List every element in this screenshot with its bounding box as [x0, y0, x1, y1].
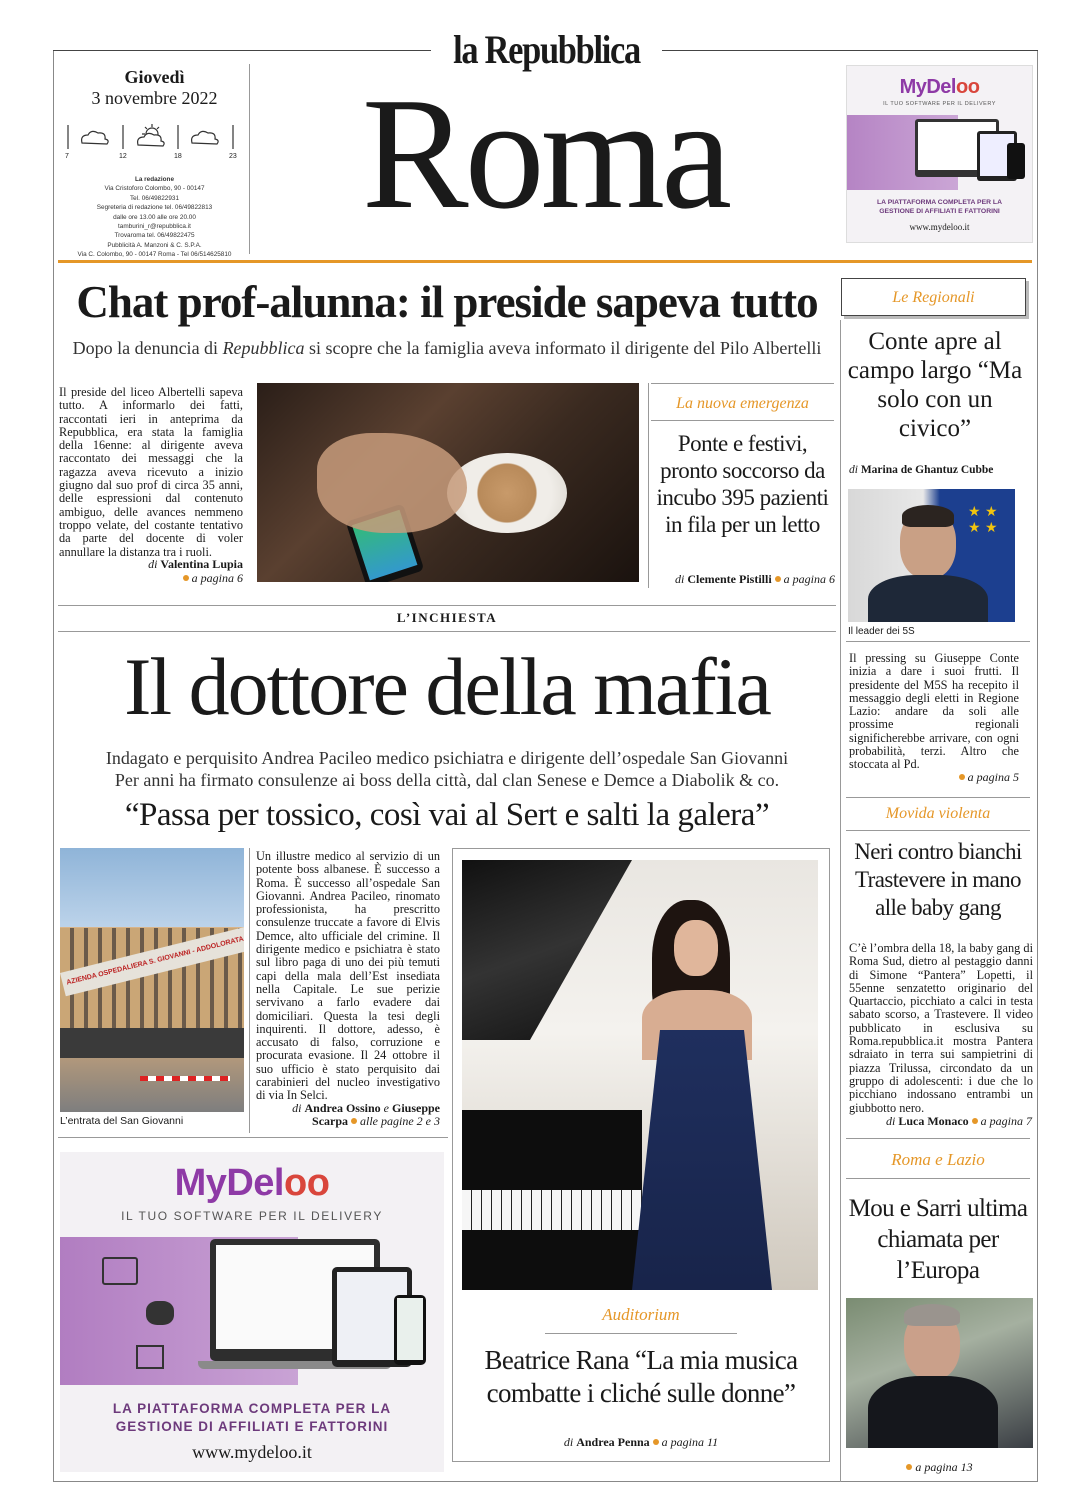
emergency-rule: [651, 383, 834, 384]
pianist-face: [674, 920, 718, 976]
hour-18: 18: [174, 153, 182, 160]
hour-7: 7: [65, 153, 69, 160]
ad-bottom-tagline: IL TUO SOFTWARE PER IL DELIVERY: [121, 1209, 383, 1223]
divider: [249, 848, 250, 1133]
ad-top-logo: MyDeloo: [899, 76, 980, 98]
lead-sub-italic: Repubblica: [222, 338, 305, 358]
right-col-divider: [840, 320, 841, 1482]
redazione-line: Tel. 06/49822931: [129, 194, 180, 202]
emergency-page: a pagina 6: [783, 572, 835, 586]
eu-stars: ★ ★ ★ ★: [968, 504, 998, 536]
masthead-rule-left: [53, 50, 431, 51]
mourinho-photo: [846, 1298, 1033, 1448]
movida-kicker: Movida violenta: [885, 805, 991, 822]
emergency-headline[interactable]: Ponte e festivi, pronto soccorso da incubo 395 pazienti in fila per un letto: [656, 431, 829, 537]
auditorium-page: a pagina 11: [661, 1435, 719, 1449]
ad-bottom-visual: [60, 1237, 444, 1385]
redazione-title: La redazione: [134, 176, 175, 183]
pianist-dress: [632, 1030, 772, 1290]
inchiesta-headline[interactable]: Il dottore della mafia: [124, 641, 770, 732]
by: di: [563, 1435, 574, 1449]
movida-byline[interactable]: [846, 1114, 1032, 1129]
romalazio-page-ref[interactable]: [846, 1460, 1030, 1475]
phone-icon: [394, 1295, 426, 1365]
ad-top-url[interactable]: www.mydeloo.it: [909, 222, 970, 232]
portrait-jacket: [868, 1376, 998, 1448]
ad-top-claim: LA PIATTAFORMA COMPLETA PER LA GESTIONE DI AFFILIATI E FATTORINI: [877, 199, 1002, 215]
lead-subhead: [58, 338, 836, 359]
romalazio-headline[interactable]: Mou e Sarri ultima chiamata per l’Europa: [848, 1195, 1028, 1284]
redazione-line: Via Cristoforo Colombo, 90 - 00147: [104, 185, 205, 193]
regionali-kicker: Le Regionali: [892, 289, 975, 306]
ad-bottom-claim-1: LA PIATTAFORMA COMPLETA PER LA: [112, 1401, 392, 1416]
ad-bottom-claim-2: GESTIONE DI AFFILIATI E FATTORINI: [115, 1419, 389, 1434]
regionali-headline[interactable]: Conte apre al campo largo “Ma solo con un civico”: [847, 328, 1023, 442]
divider: [58, 1137, 448, 1138]
lead-page: a pagina 6: [191, 571, 243, 585]
redazione-line: Segreteria di redazione tel. 06/49822813: [96, 204, 213, 212]
redazione-line: tamburini_r@repubblica.it: [118, 223, 191, 231]
divider: [648, 383, 649, 588]
inchiesta-body: Un illustre medico al servizio di un potente boss albanese. È successo a Roma. È successo all’ospedale San Giovanni. Andrea Pacileo, rinomato professionista, ha prescritto consulenze truccate a favore di Elvis Demce, alto ufficiale del crimine. Il dirigente medico e psichiatra è stato sul libro paga di uno dei più temuti capi della mala dell’Est insediata nella Capitale. Le sue perizie servivano a farlo evadere dai domiciliari. Questa la tesi degli inquirenti. Il dottore, adesso, è accusato di falso, corruzione e procurata evasione. Il 24 ottobre il suo ufficio è stato perquisito dai carabinieri del nucleo investigativo di via In Selci.: [256, 849, 440, 1103]
lead-photo: [257, 383, 639, 582]
auditorium-headline[interactable]: Beatrice Rana “La mia musica combatte i cliché sulle donne”: [484, 1345, 798, 1408]
date-box: [60, 64, 250, 259]
inchiesta-byline[interactable]: [256, 1102, 440, 1128]
movida-page: a pagina 7: [980, 1114, 1032, 1128]
hospital-photo: [60, 848, 244, 1112]
romalazio-kicker: Roma e Lazio: [891, 1150, 985, 1169]
ad-bottom[interactable]: [60, 1152, 444, 1472]
movida-author: Luca Monaco: [898, 1114, 969, 1128]
regionali-page-ref[interactable]: [849, 770, 1019, 785]
regionali-rule: [846, 641, 1030, 642]
accent-rule: [58, 260, 1032, 263]
hand: [317, 433, 467, 533]
emergency-author: Clemente Pistilli: [687, 572, 772, 586]
redazione-line: Pubblicità A. Manzoni & C. S.P.A.: [107, 241, 202, 249]
portrait-hair: [902, 505, 954, 527]
portrait-hair: [904, 1304, 960, 1326]
romalazio-page: a pagina 13: [915, 1460, 973, 1474]
emergency-byline[interactable]: [645, 572, 835, 587]
inchiesta-author-2: Giuseppe Scarpa: [312, 1101, 440, 1128]
auditorium-author: Andrea Penna: [576, 1435, 650, 1449]
inchiesta-label: L’INCHIESTA: [396, 610, 498, 625]
by: di: [885, 1114, 896, 1128]
by: di: [292, 1101, 302, 1115]
movida-rule: [846, 830, 1030, 831]
portrait-suit: [868, 575, 988, 622]
by: di: [148, 557, 158, 571]
ad-bottom-url[interactable]: www.mydeloo.it: [192, 1442, 312, 1462]
redazione-line: Via C. Colombo, 90 - 00147 Roma - Tel 06/514625810: [77, 251, 232, 259]
emergency-kicker: La nuova emergenza: [676, 395, 809, 412]
ad-top-visual: [847, 115, 1032, 190]
regionali-body: Il pressing su Giuseppe Conte inizia a dare i suoi frutti. Il presidente del M5S ha recepito il messaggio degli eletti in Regione Lazio: andare da soli alle prossime regionali significherebbe arrivare, con ogni probabilità, terzi. Altro che stoccata al Pd.: [849, 651, 1019, 772]
edition-title: Roma: [361, 64, 729, 242]
movida-headline[interactable]: Neri contro bianchi Trastevere in mano alle baby gang: [854, 839, 1022, 920]
scooter-icon: [146, 1301, 174, 1325]
brand-logo: la Repubblica: [453, 27, 640, 72]
phone-icon: [1007, 143, 1025, 179]
by: di: [675, 572, 685, 586]
ad-bottom-logo: MyDeloo: [174, 1162, 330, 1204]
redazione-line: Trovaroma tel. 06/49822475: [114, 232, 195, 240]
inchiesta-deck-1: Indagato e perquisito Andrea Pacileo medico psichiatra e dirigente dell’ospedale San Giovanni: [105, 748, 789, 768]
piano-lid: [462, 860, 632, 1040]
lead-page-ref[interactable]: [59, 571, 243, 586]
ad-top[interactable]: [846, 65, 1033, 243]
piano-keys: [462, 1190, 642, 1230]
date: 3 novembre 2022: [91, 88, 218, 108]
weather-strip: [60, 123, 250, 163]
romalazio-rule: [846, 1178, 1030, 1179]
box-icon: [136, 1345, 164, 1369]
divider: [846, 1138, 1030, 1139]
auditorium-rule: [545, 1333, 737, 1334]
ad-top-tagline: IL TUO SOFTWARE PER IL DELIVERY: [883, 101, 996, 107]
inchiesta-author-1: Andrea Ossino: [304, 1101, 381, 1115]
regionali-byline: [849, 464, 1029, 476]
auditorium-byline[interactable]: [452, 1435, 830, 1450]
inchiesta-deck-2: Per anni ha firmato consulenze ai boss della città, dal clan Senese e Demce a Diabolik & co.: [114, 770, 780, 790]
inchiesta-quote: “Passa per tossico, così vai al Sert e salti la galera”: [124, 797, 770, 833]
movida-body: C’è l’ombra della 18, la baby gang di Roma Sud, dietro al pestaggio danni di Simone “Pantera” Lopetti, il 55enne senzatetto originario del Quartaccio, picchiato a calci in testa sabato scorso, a Trastevere. Il video pubblicato in esclusiva su Roma.repubblica.it mostra Pantera sdraiato in terra sui sampietrini di piazza Trilussa, circondato da un gruppo di adolescenti: i due che lo picchiano indossano entrambi un giubbotto nero.: [849, 941, 1033, 1115]
regionali-author: Marina de Ghantuz Cubbe: [860, 464, 994, 476]
barrier: [140, 1076, 230, 1081]
lead-body: Il preside del liceo Albertelli sapeva tutto. A informarlo dei fatti, raccontati ieri in anteprima da Repubblica, era stata la famiglia della 16enne: al dirigente aveva raccontato dei messaggi che la ragazza aveva ricevuto a inizio giugno dal suo prof di circa 35 anni, delle espressioni dal contenuto ambiguo, delle avances nemmeno troppo velate, del costante tentativo da parte del docente di voler annullare la distanza tra i ruoli.: [59, 385, 243, 559]
hospital-sign-text: AZIENDA OSPEDALIERA S. GIOVANNI - ADDOLORATA: [65, 935, 244, 987]
divider: [846, 797, 1030, 798]
conte-caption: Il leader dei 5S: [848, 626, 915, 637]
conte-photo: [848, 489, 1015, 622]
redazione-info: [60, 175, 249, 260]
redazione-line: dalle ore 13.00 alle ore 20.00: [113, 213, 196, 221]
lead-headline[interactable]: Chat prof-alunna: il preside sapeva tutto: [76, 277, 818, 327]
emergency-rule-2: [651, 420, 834, 421]
inchiesta-page: alle pagine 2 e 3: [360, 1114, 440, 1128]
cart-icon: [102, 1257, 138, 1285]
weekday: Giovedì: [124, 67, 185, 87]
lead-author: Valentina Lupia: [160, 557, 243, 571]
hospital-caption: L’entrata del San Giovanni: [60, 1115, 184, 1127]
pianist-photo: [462, 860, 818, 1290]
hour-12: 12: [119, 153, 127, 160]
lead-sub-pre: Dopo la denuncia di: [72, 338, 223, 358]
by: di: [849, 464, 858, 476]
inchiesta-rule: [58, 605, 836, 606]
hour-23: 23: [229, 153, 237, 160]
auditorium-kicker: Auditorium: [602, 1305, 680, 1324]
entrance-canopy: [60, 1028, 244, 1058]
masthead-rule-right: [662, 50, 1038, 51]
lead-sub-post: si scopre che la famiglia aveva informato il dirigente del Pilo Albertelli: [304, 338, 822, 358]
regionali-page: a pagina 5: [967, 770, 1019, 784]
inchiesta-rule-2: [58, 631, 836, 632]
conj: e: [383, 1101, 389, 1115]
lead-byline: [59, 557, 243, 572]
